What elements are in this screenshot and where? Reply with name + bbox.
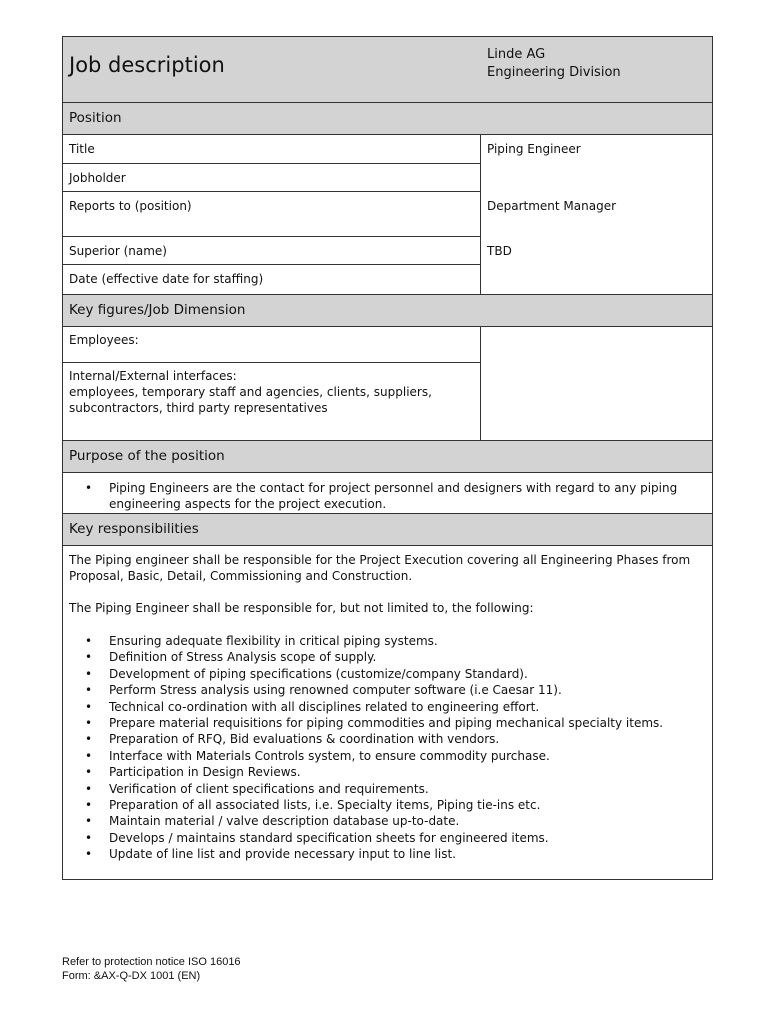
row-divider (63, 191, 480, 192)
job-description-form (62, 36, 713, 880)
responsibilities-intro: The Piping engineer shall be responsible for the Project Execution covering all Engineering Phases from (69, 553, 691, 567)
list-item-text: Piping Engineers are the contact for project personnel and designers with regard to any piping (109, 481, 678, 495)
superior-label: Superior (name) (69, 244, 167, 258)
list-item: • Participation in Design Reviews. (63, 764, 703, 780)
title-label: Title (69, 142, 95, 156)
interfaces-label: Internal/External interfaces: (69, 369, 237, 383)
footer (62, 955, 241, 983)
section-purpose: Purpose of the position (63, 440, 712, 473)
section-key-responsibilities: Key responsibilities (63, 513, 712, 546)
row-divider (63, 236, 480, 237)
list-item: • Definition of Stress Analysis scope of supply. (63, 649, 703, 665)
effective-date-label: Date (effective date for staffing) (69, 272, 264, 286)
reports-to-value: Department Manager (487, 199, 617, 213)
list-item: • Preparation of all associated lists, i.e. Specialty items, Piping tie-ins etc. (63, 797, 703, 813)
company-name: Linde AG (487, 47, 546, 62)
title-value: Piping Engineer (487, 142, 581, 156)
section-key-figures: Key figures/Job Dimension (63, 294, 712, 327)
column-divider (480, 134, 481, 294)
responsibilities-intro-2: The Piping Engineer shall be responsible for, but not limited to, the following: (69, 601, 534, 615)
row-divider (63, 264, 480, 265)
list-item: • Technical co-ordination with all disciplines related to engineering effort. (63, 699, 703, 715)
list-item: • Maintain material / valve description database up-to-date. (63, 813, 703, 829)
list-item-text: engineering aspects for the project execution. (109, 497, 387, 512)
list-item (63, 480, 703, 513)
protection-notice: Refer to protection notice ISO 16016 (62, 956, 241, 968)
list-item: • Interface with Materials Controls system, to ensure commodity purchase. (63, 748, 703, 764)
list-item: • Update of line list and provide necessary input to line list. (63, 846, 703, 862)
section-position: Position (63, 102, 712, 135)
row-divider (63, 163, 480, 164)
row-divider (63, 362, 480, 363)
list-item: • Perform Stress analysis using renowned computer software (i.e Caesar 11). (63, 682, 703, 698)
reports-to-label: Reports to (position) (69, 199, 192, 213)
list-item: • Ensuring adequate flexibility in critical piping systems. (63, 633, 703, 649)
list-item: • Preparation of RFQ, Bid evaluations & coordination with vendors. (63, 731, 703, 747)
interfaces-text: subcontractors, third party representatives (69, 401, 328, 415)
jobholder-label: Jobholder (69, 171, 126, 185)
list-item: • Prepare material requisitions for piping commodities and piping mechanical specialty items. (63, 715, 703, 731)
employees-label: Employees: (69, 333, 139, 347)
page-title: Job description (69, 53, 225, 77)
purpose-list (63, 480, 703, 513)
superior-value: TBD (487, 244, 512, 258)
responsibilities-intro: Proposal, Basic, Detail, Commissioning and Construction. (69, 569, 413, 583)
responsibilities-list (63, 633, 703, 863)
form-number: Form: &AX-Q-DX 1001 (EN) (62, 970, 201, 982)
division-name: Engineering Division (487, 65, 621, 80)
list-item: • Develops / maintains standard specification sheets for engineered items. (63, 830, 703, 846)
column-divider (480, 326, 481, 440)
interfaces-text: employees, temporary staff and agencies, clients, suppliers, (69, 385, 432, 399)
list-item: • Verification of client specifications and requirements. (63, 781, 703, 797)
list-item: • Development of piping specifications (customize/company Standard). (63, 666, 703, 682)
